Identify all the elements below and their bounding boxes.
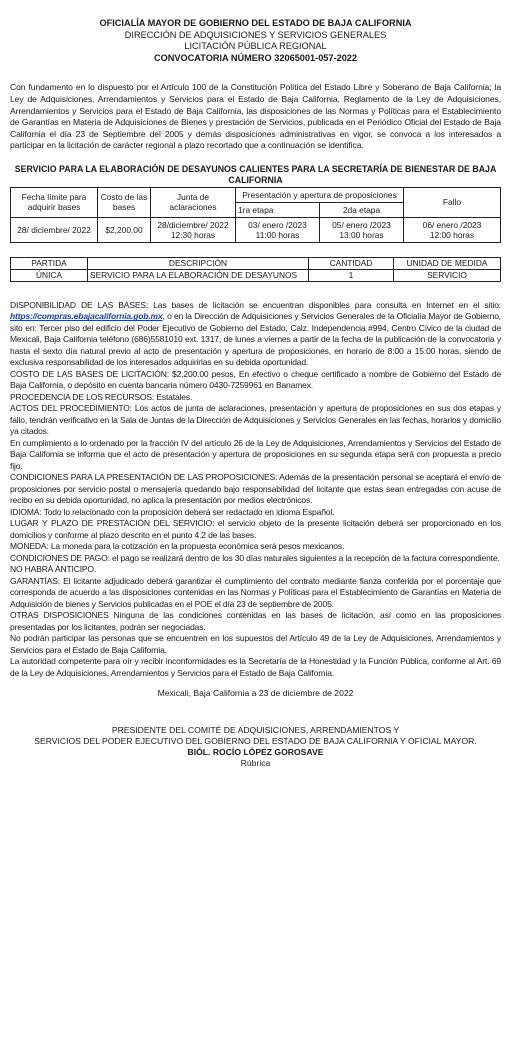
header-cell-cantidad: CANTIDAD	[309, 257, 394, 269]
cell-partida: ÚNICA	[11, 269, 88, 281]
service-title: SERVICIO PARA LA ELABORACIÓN DE DESAYUNOS CALIENTES PARA LA SECRETARÍA DE BIENESTAR DE BAJA CALIFORNIA	[14, 163, 497, 185]
paragraph-no-participar: No podrán participar las personas que se encuentren en los supuestos del Artículo 49 de la Ley de Adquisiciones, Arrendamientos y Servicios para el Estado de Baja California.	[10, 633, 501, 655]
table-row	[11, 257, 501, 269]
header-cell-descripcion: DESCRIPCIÓN	[88, 257, 309, 269]
document-header	[10, 18, 501, 64]
header-direction: DIRECCIÓN DE ADQUISICIONES Y SERVICIOS GENERALES	[124, 29, 387, 40]
paragraph-garantias: GARANTÍAS: El licitante adjudicado deberá garantizar el cumplimiento del contrato mediante fianza conferida por el porcentaje que corresponda de acuerdo a las disposiciones contenidas en las Normas y Políticas para el Establecimiento de Garantías en Materia de Adquisición de bienes y Servicios publicadas en el POE el día 23 de septiembre de 2005.	[10, 575, 501, 609]
header-cell-fallo: Fallo	[404, 187, 501, 217]
cell-etapa2	[319, 217, 403, 242]
paragraph-actos: ACTOS DEL PROCEDIMIENTO: Los actos de junta de aclaraciones, presentación y apertura de proposiciones en sus dos etapas y fallo, tendrán verificativo en la Sala de Juntas de la Dirección de Adquisiciones y Servicios Generales en las fechas, horarios y domicilio ya citados.	[10, 403, 501, 437]
signer-title-line1: PRESIDENTE DEL COMITÉ DE ADQUISICIONES, ARRENDAMIENTOS Y	[111, 725, 400, 736]
cell-fallo	[404, 217, 501, 242]
header-tender-type: LICITACIÓN PÚBLICA REGIONAL	[184, 41, 327, 52]
etapa1-date: 03/ enero /2023	[248, 219, 307, 230]
schedule-table	[10, 187, 501, 243]
header-cell-presentacion: Presentación y apertura de proposiciones	[236, 187, 404, 202]
place-date-line: Mexicali, Baja California a 23 de diciembre de 2022	[157, 688, 354, 699]
header-agency: OFICIALÍA MAYOR DE GOBIERNO DEL ESTADO DE BAJA CALIFORNIA	[99, 18, 412, 28]
signature-block	[10, 725, 501, 769]
etapa2-date: 05/ enero /2023	[332, 219, 391, 230]
fallo-time: 12:00 horas	[429, 229, 475, 240]
items-table	[10, 257, 501, 282]
cell-descripcion: SERVICIO PARA LA ELABORACIÓN DE DESAYUNOS	[88, 269, 309, 281]
cell-fecha: 28/ diciembre/ 2022	[11, 217, 98, 242]
disponibilidad-text: DISPONIBILIDAD DE LAS BASES: Las bases de licitación se encuentran disponibles para consulta en Internet en el sitio:	[10, 299, 501, 310]
paragraph-condiciones-pago: CONDICIONES DE PAGO: el pago se realizará dentro de los 30 días naturales siguientes a la recepción de la factura correspondiente.	[10, 552, 500, 563]
disponibilidad-text-cont: , o en la Dirección de Adquisiciones y Servicios Generales de la Oficialía Mayor de Gobierno, sito en: Tercer piso del edificio del Poder Ejecutivo de Gobierno del Estado, Calz. Independencia #994, Centro Cívico de la ciudad de Mexicali, Baja California teléfono (686)5581010 ext. 1317, de lunes a viernes a partir de la fecha de la publicación de la convocatoria y hasta el sexto día natural previo al acto de presentación y apertura de proposiciones, en horario de 8:00 a 15:00 horas, siendo de exclusiva responsabilidad de los interesados adquirirlas en su debida oportunidad.	[10, 311, 501, 368]
cell-etapa1	[236, 217, 320, 242]
paragraph-costo: COSTO DE LAS BASES DE LICITACIÓN: $2,200.00 pesos, En efectivo o cheque certificado a nombre de Gobierno del Estado de Baja California, o depósito en cuenta bancaria número 0430-7259961 en Banamex.	[10, 368, 501, 391]
etapa1-time: 11:00 horas	[255, 229, 300, 240]
header-cell-costo: Costo de las bases	[98, 187, 151, 217]
paragraph-condiciones-presentacion: CONDICIONES PARA LA PRESENTACIÓN DE LAS PROPOSICIONES: Además de la presentación personal se aceptará el envío de proposiciones por servicio postal o mensajería quedando bajo responsabilidad del licitante que estas sean entregadas con acuse de recibo en su debida oportunidad, no aplica la presentación por medios electrónicos.	[10, 472, 501, 506]
signer-name: BIÓL. ROCÍO LÓPEZ GOROSAVE	[187, 747, 324, 758]
paragraph-moneda: MONEDA: La moneda para la cotización en la propuesta económica será pesos mexicanos.	[10, 541, 345, 552]
cell-cantidad: 1	[309, 269, 394, 281]
header-cell-partida: PARTIDA	[11, 257, 88, 269]
compras-link[interactable]: https://compras.ebajacalifornia.gob.mx	[10, 311, 163, 322]
conditions-body	[10, 300, 501, 680]
header-cell-unidad: UNIDAD DE MEDIDA	[394, 257, 501, 269]
paragraph-anticipo: NO HABRÁ ANTICIPO.	[10, 564, 97, 575]
cell-costo: $2,200.00	[98, 217, 151, 242]
table-row	[11, 269, 501, 281]
intro-paragraph: Con fundamento en lo dispuesto por el Artículo 100 de la Constitución Política del Estado Libre y Soberano de Baja California; la Ley de Adquisiciones, Arrendamientos y Servicios para el Estado de Baja California, Reglamento de la Ley de Adquisiciones, Arrendamientos y Servicios para el Estado de Baja California, las disposiciones de las Normas y Políticas para el Establecimiento de Garantías en Materia de Adquisiciones de Bienes y prestación de Servicios, publicada en el Periódico Oficial del Estado de Baja California el día 23 de Septiembre del 2005 y demás disposiciones administrativas en vigor, se convoca a los interesados a participar en la licitación de carácter regional a plazo recortado que a continuación se identifica.	[10, 82, 501, 151]
header-cell-etapa1: 1ra etapa	[236, 202, 320, 217]
paragraph-otras: OTRAS DISPOSICIONES Ninguna de las condiciones contenidas en las bases de licitación, así como en las proposiciones presentadas por los licitantes, podrán ser negociadas.	[10, 610, 501, 632]
fallo-date: 06/ enero /2023	[422, 219, 482, 230]
table-row	[11, 187, 501, 202]
paragraph-autoridad: La autoridad competente para oír y recibir inconformidades es la Secretaría de la Honestidad y la Función Pública, conforme al Art. 69 de la Ley de Adquisiciones, Arrendamientos y Servicios para el Estado de Baja California.	[10, 656, 501, 678]
paragraph-lugar: LUGAR Y PLAZO DE PRESTACIÓN DEL SERVICIO: el servicio objeto de la presente licitación deberá ser proporcionado en los domicilios y conforme al plazo descrito en el punto 4.2 de las bases.	[10, 518, 501, 540]
signer-title-line2: SERVICIOS DEL PODER EJECUTIVO DEL GOBIERNO DEL ESTADO DE BAJA CALIFORNIA Y OFICIAL MAYOR.	[34, 736, 477, 747]
paragraph-procedencia: PROCEDENCIA DE LOS RECURSOS: Estatales.	[10, 391, 193, 402]
signer-rubrica: Rúbrica	[240, 758, 271, 769]
junta-time: 12:30 horas	[170, 229, 216, 240]
paragraph-cumplimiento: En cumplimiento a lo ordenado por la fracción IV del artículo 26 de la Ley de Adquisiciones, Arrendamientos y Servicios del Estado de Baja California se informa que el acto de presentación y apertura de proposiciones en su segunda etapa será con propuesta a precio fijo.	[10, 437, 501, 471]
etapa2-time: 13:00 horas	[339, 229, 384, 240]
header-cell-etapa2: 2da etapa	[319, 202, 403, 217]
table-row	[11, 217, 501, 242]
header-cell-fecha: Fecha límite para adquirir bases	[11, 187, 98, 217]
cell-unidad: SERVICIO	[394, 269, 501, 281]
cell-junta	[151, 217, 236, 242]
header-cell-junta: Junta de aclaraciones	[151, 187, 236, 217]
paragraph-idioma: IDIOMA: Todo lo relacionado con la proposición deberá ser redactado en idioma Español.	[10, 506, 335, 517]
paragraph-disponibilidad	[10, 300, 501, 369]
junta-date: 28/diciembre/ 2022	[157, 219, 229, 230]
header-call-number: CONVOCATORIA NÚMERO 32065001-057-2022	[153, 52, 358, 63]
